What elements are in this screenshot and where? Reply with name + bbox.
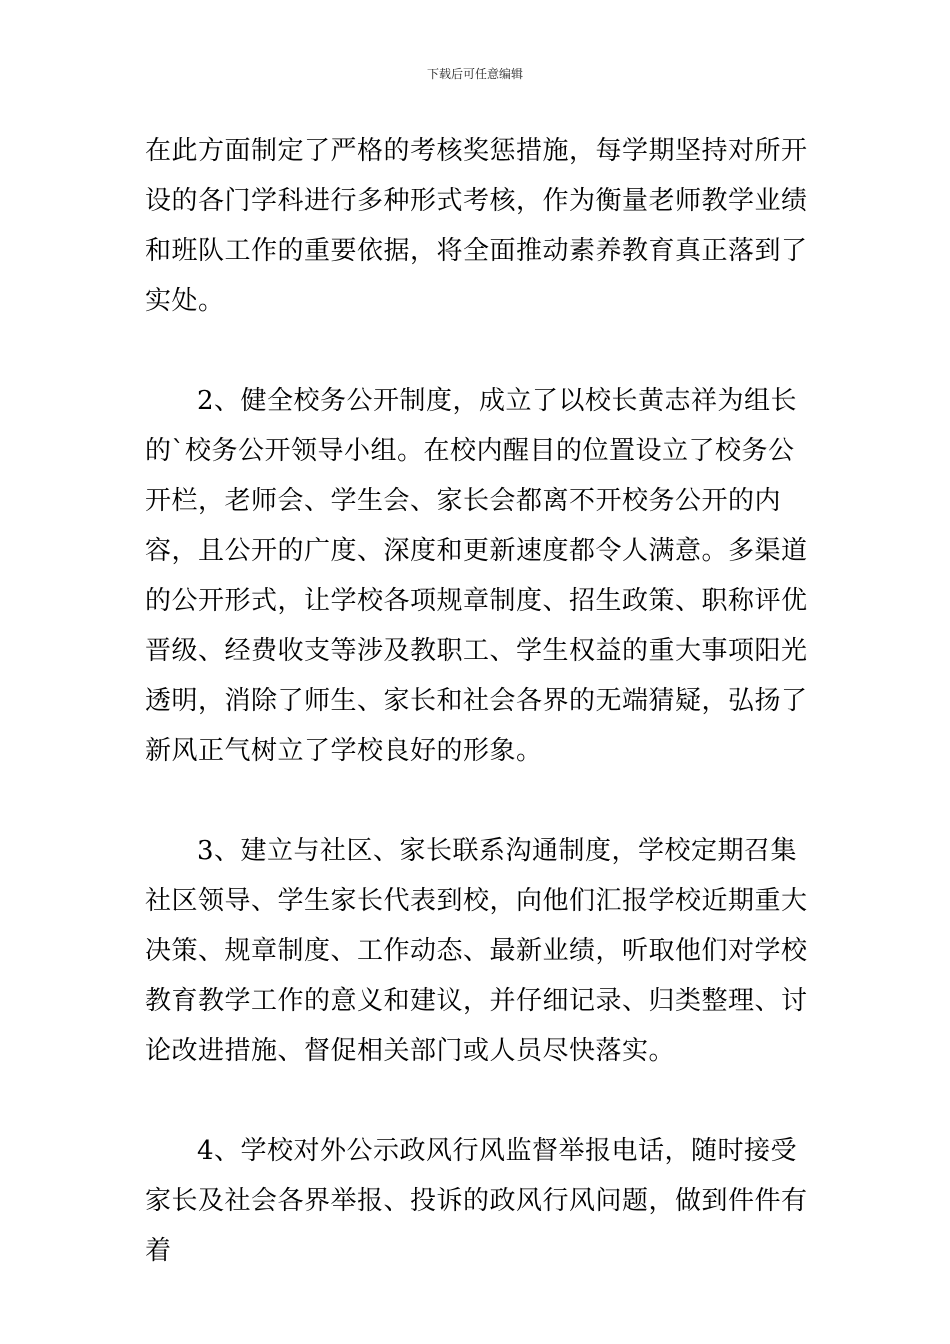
page-header-note: 下载后可任意编辑 [426,67,523,81]
paragraph-2: 2、健全校务公开制度，成立了以校长黄志祥为组长的`校务公开领导小组。在校内醒目的位置设立了校务公开栏，老师会、学生会、家长会都离不开校务公开的内容，且公开的广度、深度和更新速度都令人满意。多渠道的公开形式，让学校各项规章制度、招生政策、职称评优晋级、经费收支等涉及教职工、学生权益的重大事项阳光透明，消除了师生、家长和社会各界的无端猜疑，弘扬了新风正气树立了学校良好的形象。 [145,386,808,766]
paragraph-1: 在此方面制定了严格的考核奖惩措施，每学期坚持对所开设的各门学科进行多种形式考核，作为衡量老师教学业绩和班队工作的重要依据，将全面推动素养教育真正落到了实处。 [145,136,808,316]
paragraph-3: 3、建立与社区、家长联系沟通制度，学校定期召集社区领导、学生家长代表到校，向他们汇报学校近期重大决策、规章制度、工作动态、最新业绩，听取他们对学校教育教学工作的意义和建议，并仔细记录、归类整理、讨论改进措施、督促相关部门或人员尽快落实。 [145,836,808,1066]
paragraph-4: 4、学校对外公示政风行风监督举报电话，随时接受家长及社会各界举报、投诉的政风行风问题，做到件件有着 [145,1136,808,1266]
document-body [145,126,813,1276]
